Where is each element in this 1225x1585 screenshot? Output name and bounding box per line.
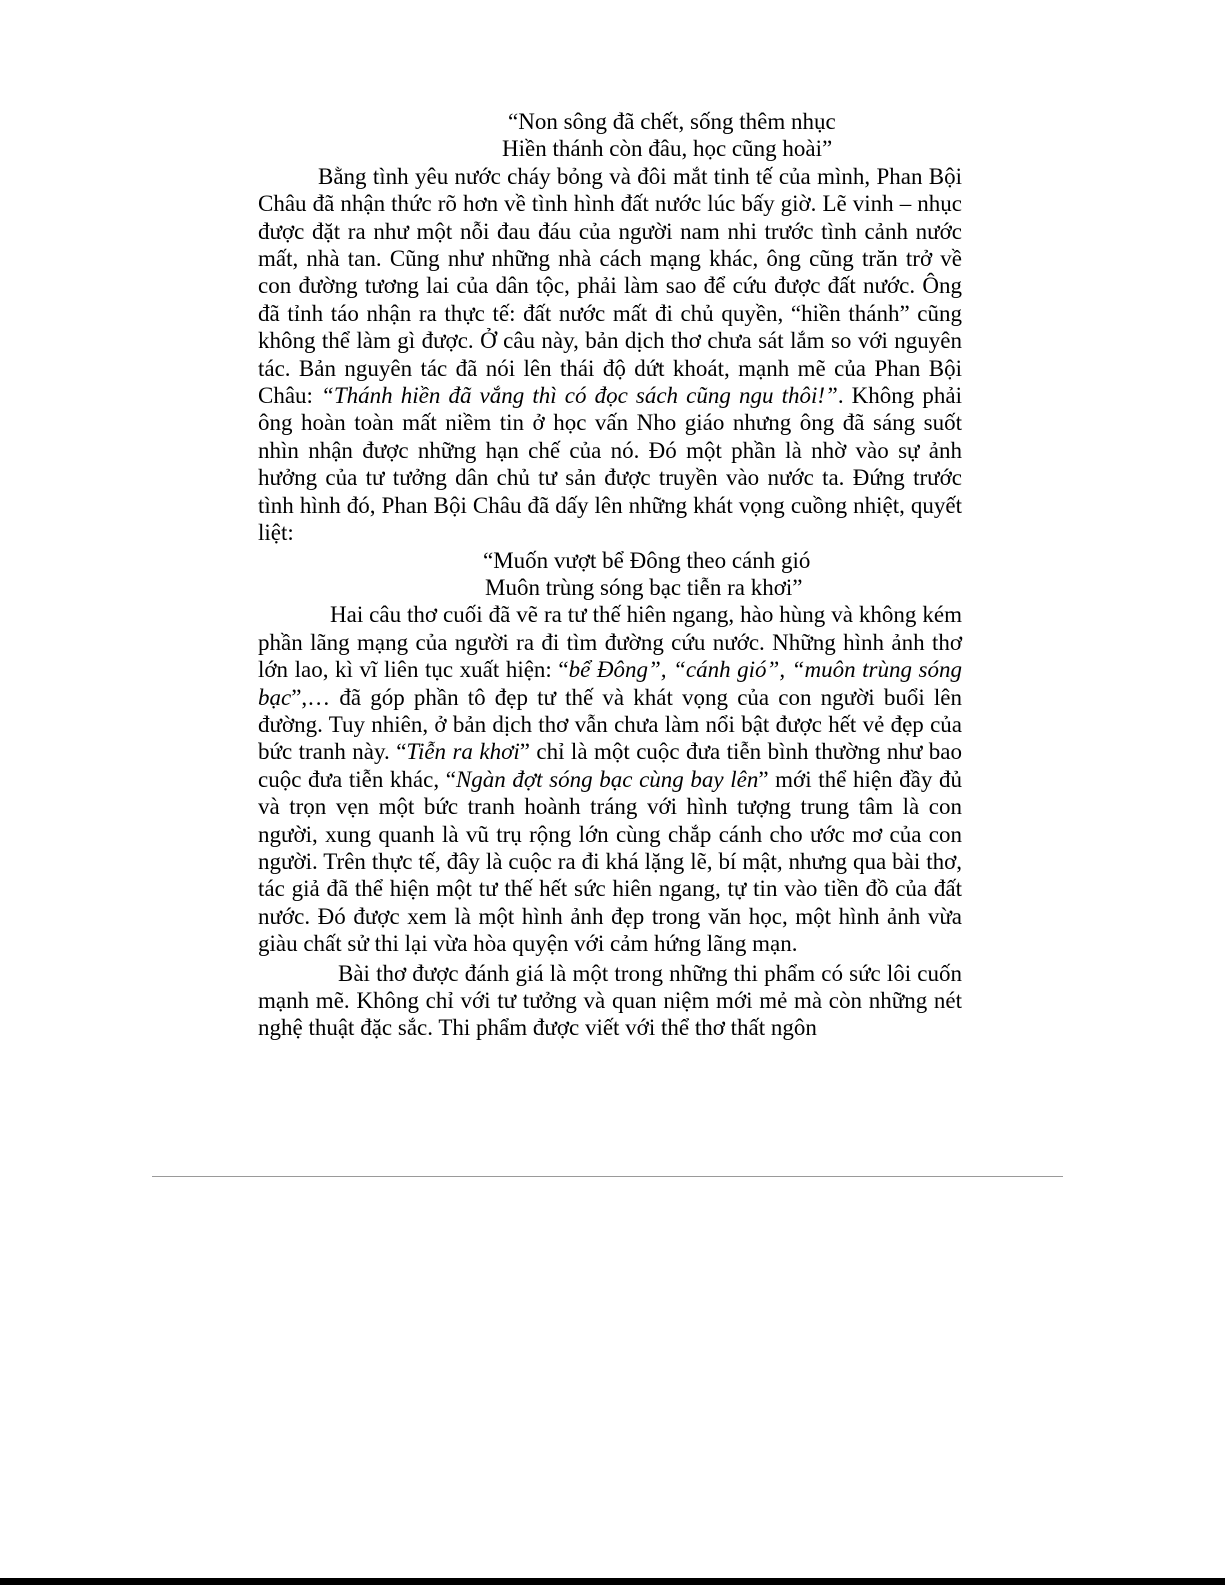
verse-line: “Muốn vượt bể Đông theo cánh gió [483, 547, 811, 573]
paragraph [258, 163, 962, 547]
paragraph [258, 960, 962, 1042]
footer-divider [152, 1176, 1063, 1177]
italic-quote: “Thánh hiền đã vắng thì có đọc sách cũng ngu thôi!” [321, 383, 838, 409]
paragraph-text: ”,… đã góp phần tô đẹp tư thế và khát vọng của con người buổi lên đường. Tuy nhiên, ở bản dịch thơ vẫn chưa làm nổi bật được hết vẻ đẹp của bức tranh này. “ [258, 684, 962, 765]
verse-quote-2 [258, 547, 962, 602]
verse-line: Hiền thánh còn đâu, học cũng hoài” [502, 136, 833, 162]
paragraph-text: Hai câu thơ cuối đã vẽ ra tư thế hiên ngang, hào hùng và không kém phần lãng mạng của người ra đi tìm đường cứu nước. Những hình ảnh thơ lớn lao, kì vĩ liên tục xuất hiện: “ [258, 602, 962, 683]
verse-line: “Non sông đã chết, sống thêm nhục [508, 109, 836, 134]
verse-quote-1 [258, 108, 962, 163]
paragraph [258, 601, 962, 957]
paragraph-text: ” chỉ là một cuộc đưa tiễn bình thường như bao cuộc đưa tiễn khác, “ [258, 739, 962, 792]
paragraph-text: . Không phải ông hoàn toàn mất niềm tin ở học vấn Nho giáo nhưng ông đã sáng suốt nhìn nhận được những hạn chế của nó. Đó một phần là nhờ vào sự ảnh hưởng của tư tưởng dân chủ tư sản được truyền vào nước ta. Đứng trước tình hình đó, Phan Bội Châu đã dấy lên những khát vọng cuồng nhiệt, quyết liệt: [258, 383, 962, 546]
page-bottom-edge [0, 1578, 1225, 1585]
paragraph-text: ” mới thể hiện đầy đủ và trọn vẹn một bức tranh hoành tráng với hình tượng trung tâm là con người, xung quanh là vũ trụ rộng lớn cùng chắp cánh cho ước mơ của con người. Trên thực tế, đây là cuộc ra đi khá lặng lẽ, bí mật, nhưng qua bài thơ, tác giả đã thể hiện một tư thế hết sức hiên ngang, tự tin vào tiền đồ của đất nước. Đó được xem là một hình ảnh đẹp trong văn học, một hình ảnh vừa giàu chất sử thi lại vừa hòa quyện với cảm hứng lãng mạn. [258, 766, 962, 957]
italic-quote: Tiễn ra khơi [406, 739, 520, 765]
paragraph-text: Bài thơ được đánh giá là một trong những thi phẩm có sức lôi cuốn mạnh mẽ. Không chỉ với tư tưởng và quan niệm mới mẻ mà còn những nét nghệ thuật đặc sắc. Thi phẩm được viết với thể thơ thất ngôn [258, 960, 962, 1041]
body-text [258, 108, 962, 1042]
paragraph-text: Bằng tình yêu nước cháy bỏng và đôi mắt tinh tế của mình, Phan Bội Châu đã nhận thức rõ hơn về tình hình đất nước lúc bấy giờ. Lẽ vinh – nhục được đặt ra như một nỗi đau đáu của người nam nhi trước tình cảnh nước mất, nhà tan. Cũng như những nhà cách mạng khác, ông cũng trăn trở về con đường tương lai của dân tộc, phải làm sao để cứu được đất nước. Ông đã tỉnh táo nhận ra thực tế: đất nước mất đi chủ quyền, “hiền thánh” cũng không thể làm gì được. Ở câu này, bản dịch thơ chưa sát lắm so với nguyên tác. Bản nguyên tác đã nói lên thái độ dứt khoát, mạnh mẽ của Phan Bội Châu: [258, 163, 962, 409]
italic-quote: Ngàn đợt sóng bạc cùng bay lên [455, 766, 759, 792]
italic-quote: bể Đông”, “cánh gió”, “muôn trùng sóng bạc [258, 657, 962, 710]
verse-line: Muôn trùng sóng bạc tiễn ra khơi” [485, 574, 803, 600]
